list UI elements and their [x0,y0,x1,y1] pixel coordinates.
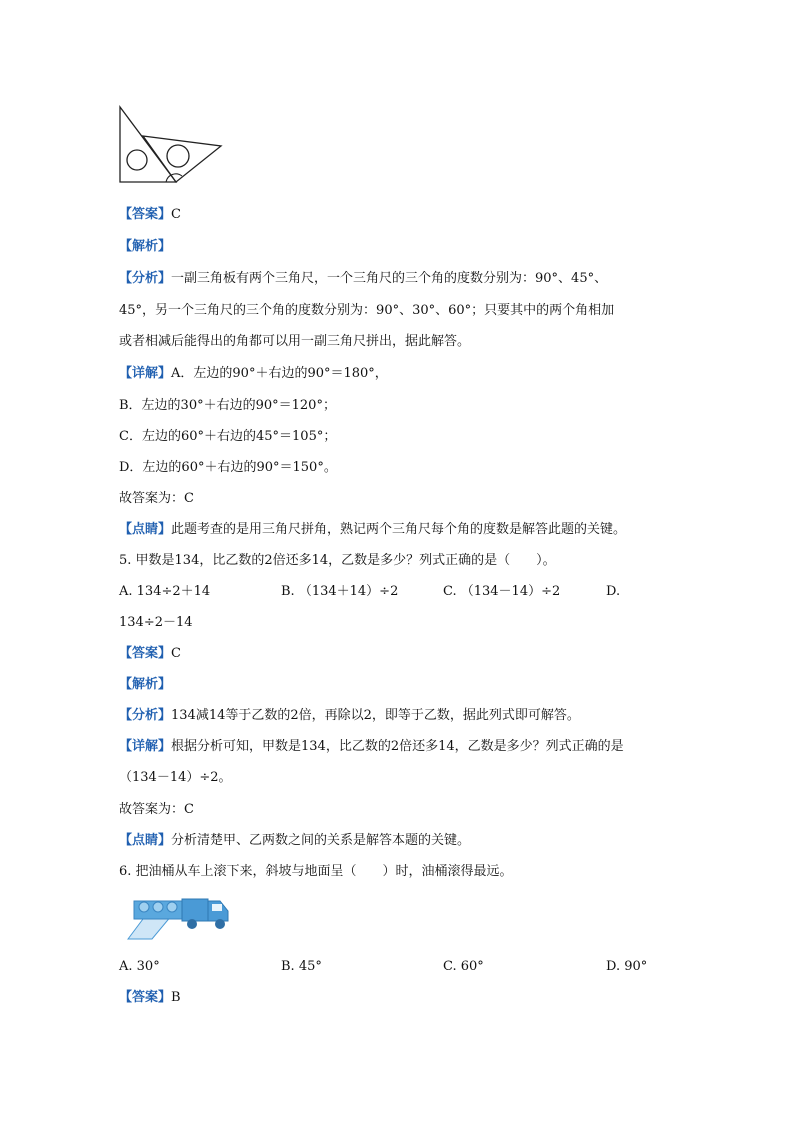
q4-xiangjie-b: B．左边的30°＋右边的90°＝120°； [119,398,336,413]
q5-answer: 【答案】C [119,646,181,661]
q6-option-b: B. 45° [281,959,322,974]
q5-analysis-tag: 【解析】 [119,677,172,692]
q6-stem: 6. 把油桶从车上滚下来，斜坡与地面呈（ ）时，油桶滚得最远。 [119,864,513,879]
q4-analysis-tag: 【解析】 [119,239,172,254]
q5-stem: 5. 甲数是134，比乙数的2倍还多14，乙数是多少？列式正确的是（ ）。 [119,553,556,568]
q5-xiangjie-line1: 【详解】根据分析可知，甲数是134，比乙数的2倍还多14，乙数是多少？列式正确的是 [119,739,624,754]
q5-option-b: B. （134＋14）÷2 [281,584,399,599]
q4-xiangjie-d: D．左边的60°＋右边的90°＝150°。 [119,460,337,475]
q4-fenxi-line1: 【分析】一副三角板有两个三角尺，一个三角尺的三个角的度数分别为：90°、45°、 [119,271,608,286]
q5-xiangjie-line2: （134－14）÷2。 [119,770,232,785]
q6-option-c: C. 60° [443,959,484,974]
q6-answer: 【答案】B [119,990,181,1005]
q4-final-answer: 故答案为：C [119,491,194,506]
q6-option-d: D. 90° [606,959,648,974]
q5-option-d-wrap: 134÷2－14 [119,615,193,630]
q4-xiangjie-a: 【详解】A．左边的90°＋右边的90°＝180°， [119,366,388,381]
truck-ramp-illustration [124,893,236,945]
q5-dianjing: 【点睛】分析清楚甲、乙两数之间的关系是解答本题的关键。 [119,833,471,848]
q6-option-a: A. 30° [119,959,160,974]
q5-fenxi: 【分析】134减14等于乙数的2倍，再除以2，即等于乙数，据此列式即可解答。 [119,708,580,723]
q5-option-a: A. 134÷2＋14 [119,584,211,599]
q4-fenxi-line3: 或者相减后能得出的角都可以用一副三角尺拼出，据此解答。 [119,334,471,349]
answer-tag: 【答案】 [119,207,172,222]
q5-option-c: C. （134－14）÷2 [443,584,561,599]
triangle-ruler-figure [118,104,226,186]
q5-option-d: D. [606,584,621,599]
q4-dianjing: 【点睛】此题考查的是用三角尺拼角，熟记两个三角尺每个角的度数是解答此题的关键。 [119,522,627,537]
q4-answer: 【答案】C [119,207,181,222]
q4-fenxi-line2: 45°，另一个三角尺的三个角的度数分别为：90°、30°、60°；只要其中的两个角相加 [119,303,615,318]
q4-xiangjie-c: C．左边的60°＋右边的45°＝105°； [119,429,337,444]
q5-final-answer: 故答案为：C [119,802,194,817]
